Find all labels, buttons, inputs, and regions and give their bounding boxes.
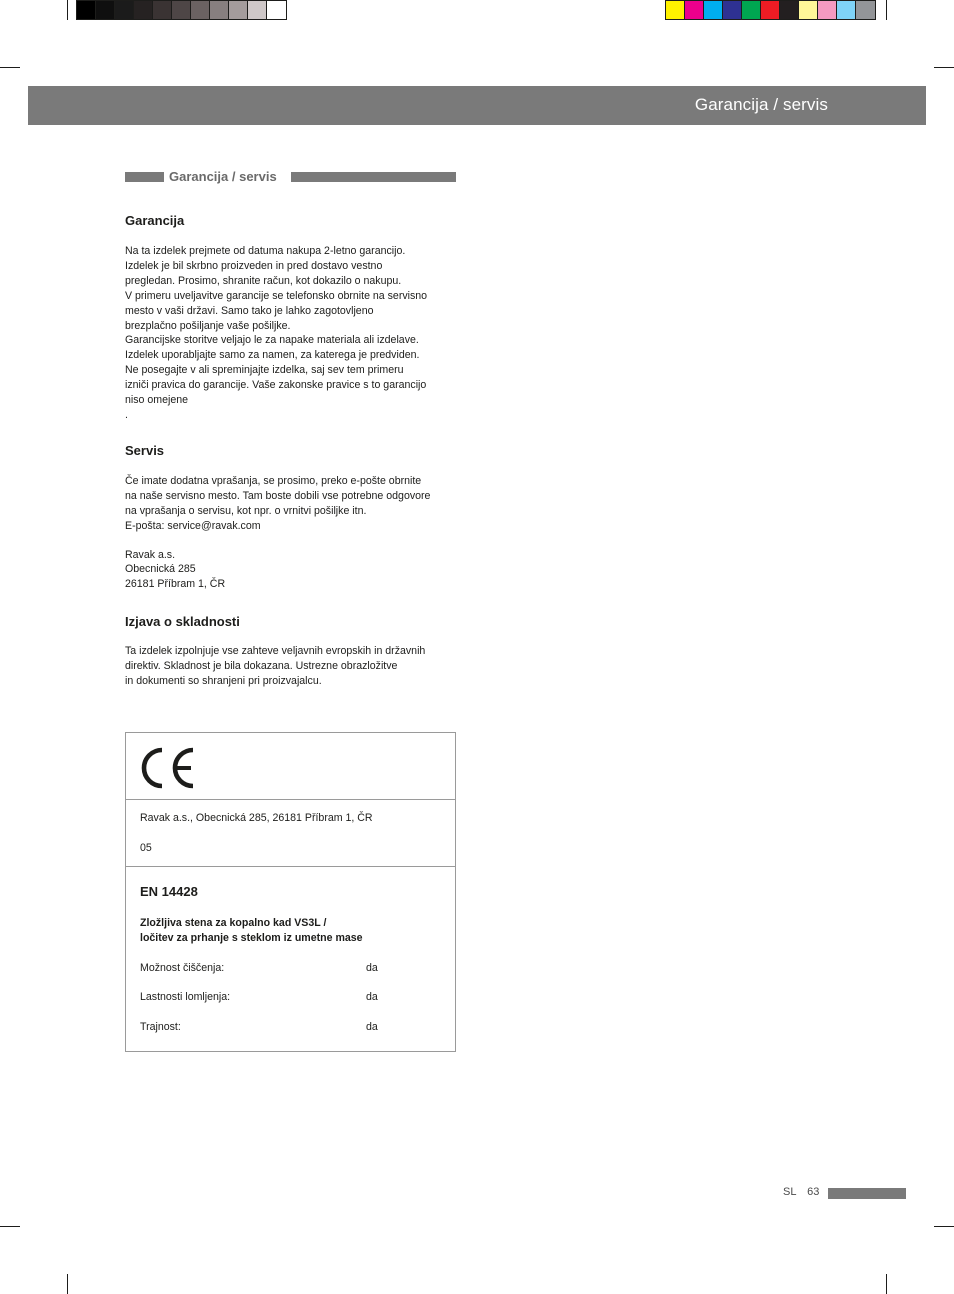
crop-mark [886, 0, 887, 20]
standard-number: EN 14428 [140, 884, 198, 899]
property-label: Možnost čiščenja: [140, 962, 225, 974]
text-line: Ta izdelek izpolnjuje vse zahteve veljavnih evropskih in državnih [125, 645, 426, 658]
text-line: pregledan. Prosimo, shranite račun, kot dokazilo o nakupu. [125, 274, 402, 287]
page-title: Garancija / servis [694, 95, 828, 114]
ce-mark-icon [140, 746, 200, 790]
section-bar-right [291, 172, 456, 182]
page-header [28, 86, 926, 125]
page-number: 63 [807, 1186, 820, 1198]
text-line: Če imate dodatna vprašanja, se prosimo, preko e-pošte obrnite [125, 474, 422, 487]
warranty-text [125, 244, 456, 423]
text-line: E-pošta: service@ravak.com [125, 519, 261, 532]
cmyk-color-bar [665, 0, 876, 20]
color-swatch [856, 1, 875, 19]
text-line: in dokumenti so shranjeni pri proizvajalcu. [125, 675, 322, 688]
crop-mark [0, 67, 20, 68]
footer-bar [828, 1188, 906, 1199]
color-swatch [191, 1, 210, 19]
crop-mark [934, 1226, 954, 1227]
service-text [125, 474, 456, 534]
property-row [140, 1020, 440, 1034]
property-value: da [366, 1021, 378, 1033]
text-line: 26181 Příbram 1, ČR [125, 578, 226, 591]
conformity-heading: Izjava o skladnosti [125, 614, 240, 630]
color-swatch [115, 1, 134, 19]
standard-row [126, 867, 455, 1053]
text-line: niso omejene [125, 394, 189, 407]
content-column [125, 168, 456, 689]
text-line: izniči pravica do garancije. Vaše zakonske pravice s to garancijo [125, 379, 427, 392]
svg-text:CE: CE [140, 746, 142, 747]
text-line: na vprašanja o servisu, kot npr. o vrnitvi pošiljke itn. [125, 504, 367, 517]
color-swatch [704, 1, 723, 19]
warranty-heading: Garancija [125, 213, 185, 228]
color-swatch [837, 1, 856, 19]
color-swatch [666, 1, 685, 19]
conformity-text [125, 644, 456, 689]
property-label: Trajnost: [140, 1021, 181, 1033]
crop-mark [0, 1226, 20, 1227]
color-swatch [742, 1, 761, 19]
grayscale-color-bar [76, 0, 287, 20]
color-swatch [685, 1, 704, 19]
property-row [140, 990, 440, 1004]
crop-mark [934, 67, 954, 68]
section-bar-left [125, 172, 164, 182]
ce-mark-row [126, 733, 455, 800]
color-swatch [210, 1, 229, 19]
property-row [140, 961, 440, 975]
ce-certificate-box [125, 732, 456, 1052]
color-swatch [229, 1, 248, 19]
color-swatch [77, 1, 96, 19]
color-swatch [172, 1, 191, 19]
property-label: Lastnosti lomljenja: [140, 991, 231, 1003]
color-swatch [248, 1, 267, 19]
page-footer [783, 1186, 819, 1198]
color-swatch [153, 1, 172, 19]
text-line: Na ta izdelek prejmete od datuma nakupa 2-letno garancijo. [125, 245, 406, 257]
text-line: Izdelek uporabljajte samo za namen, za katerega je predviden. [125, 349, 420, 362]
color-swatch [267, 1, 286, 19]
text-line: brezplačno pošiljanje vaše pošiljke. [125, 319, 291, 332]
text-line: Obecnická 285 [125, 563, 196, 576]
color-swatch [96, 1, 115, 19]
text-line: . [125, 408, 128, 421]
text-line: Garancijske storitve veljajo le za napake materiala ali izdelave. [125, 334, 419, 347]
text-line: V primeru uveljavitve garancije se telefonsko obrnite na servisno [125, 289, 428, 302]
text-line: Izdelek je bil skrbno proizveden in pred dostavo vestno [125, 259, 383, 272]
section-title: Garancija / servis [169, 169, 277, 184]
service-heading: Servis [125, 442, 165, 458]
section-title-bar [125, 168, 456, 186]
color-swatch [799, 1, 818, 19]
color-swatch [818, 1, 837, 19]
service-address [125, 548, 456, 593]
certificate-year: 05 [140, 842, 152, 854]
language-code: SL [783, 1186, 797, 1198]
color-swatch [780, 1, 799, 19]
manufacturer-address: Ravak a.s., Obecnická 285, 26181 Příbram 1, ČR [140, 812, 373, 824]
product-description-line2: ločitev za prhanje s steklom iz umetne mase [140, 932, 363, 944]
crop-mark [67, 1274, 68, 1294]
color-swatch [761, 1, 780, 19]
manufacturer-row [126, 800, 455, 867]
crop-mark [67, 0, 68, 20]
text-line: direktiv. Skladnost je bila dokazana. Ustrezne obrazložitve [125, 660, 398, 673]
text-line: Ne posegajte v ali spreminjajte izdelka, saj sev tem primeru [125, 364, 404, 377]
text-line: mesto v vaši državi. Samo tako je lahko zagotovljeno [125, 304, 374, 317]
property-value: da [366, 991, 378, 1003]
text-line: na naše servisno mesto. Tam boste dobili vse potrebne odgovore [125, 489, 431, 502]
color-swatch [723, 1, 742, 19]
crop-mark [886, 1274, 887, 1294]
text-line: Ravak a.s. [125, 548, 176, 561]
property-value: da [366, 962, 378, 974]
color-swatch [134, 1, 153, 19]
product-description-line1: Zložljiva stena za kopalno kad VS3L / [140, 917, 327, 929]
